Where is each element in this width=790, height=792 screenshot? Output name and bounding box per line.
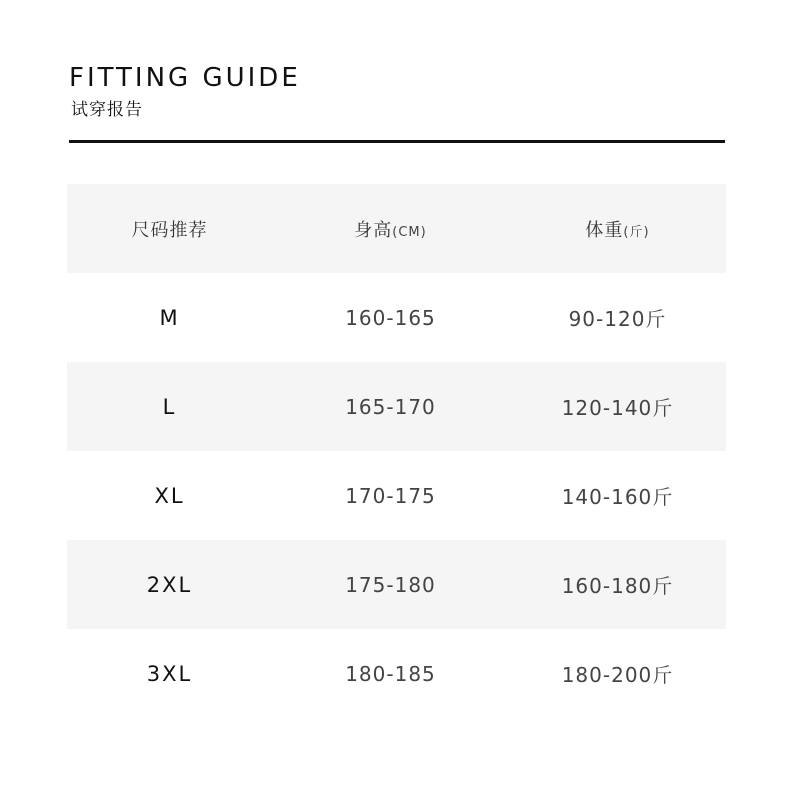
weight-cell: 90-120斤 <box>568 307 667 331</box>
table-row <box>67 540 726 629</box>
size-cell: 3XL <box>146 661 193 686</box>
column-header-size <box>67 216 272 242</box>
height-cell: 180-185 <box>345 661 436 686</box>
column-header-size-label: 尺码推荐 <box>131 219 208 241</box>
table-row <box>67 629 726 718</box>
size-cell: XL <box>154 483 185 508</box>
column-header-weight-label: 体重 <box>585 219 624 241</box>
column-header-height-unit: (CM) <box>392 224 427 240</box>
column-header-weight <box>509 216 726 242</box>
height-cell: 170-175 <box>345 483 436 508</box>
title-divider <box>69 140 725 143</box>
weight-cell: 180-200斤 <box>561 663 674 687</box>
size-cell: L <box>162 394 177 419</box>
size-cell: 2XL <box>146 572 193 597</box>
page-title: FITTING GUIDE <box>69 63 301 93</box>
weight-cell: 140-160斤 <box>561 485 674 509</box>
weight-cell: 120-140斤 <box>561 396 674 420</box>
fitting-table <box>67 184 726 718</box>
size-cell: M <box>159 305 180 330</box>
height-cell: 165-170 <box>345 394 436 419</box>
height-cell: 175-180 <box>345 572 436 597</box>
table-row <box>67 362 726 451</box>
height-cell: 160-165 <box>345 305 436 330</box>
table-row <box>67 273 726 362</box>
column-header-height <box>272 216 509 242</box>
column-header-height-label: 身高 <box>354 219 393 241</box>
table-header-row <box>67 184 726 273</box>
column-header-weight-unit: (斤) <box>623 224 650 240</box>
page-subtitle: 试穿报告 <box>71 100 143 120</box>
weight-cell: 160-180斤 <box>561 574 674 598</box>
table-row <box>67 451 726 540</box>
